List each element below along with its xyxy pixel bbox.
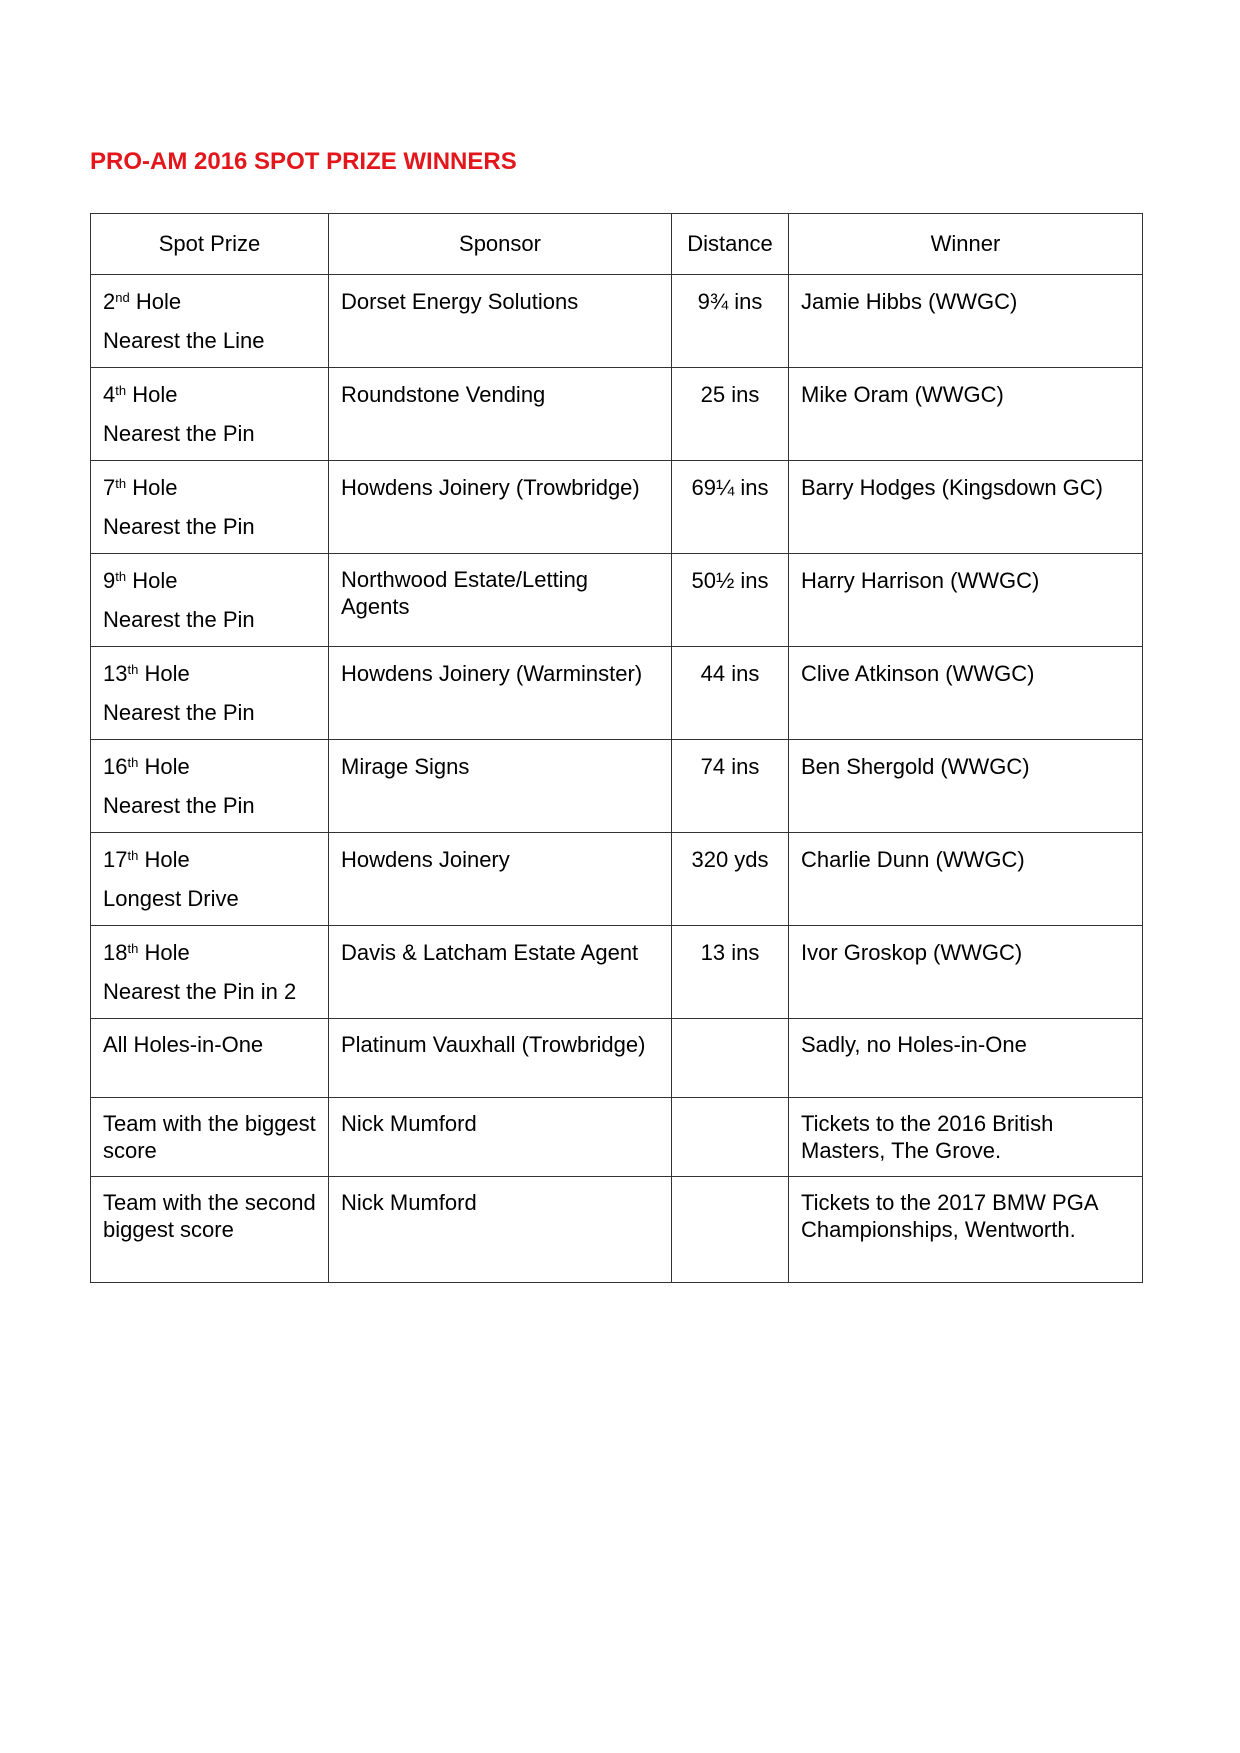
hole-word: Hole (135, 289, 182, 314)
sponsor-name: Roundstone Vending (341, 382, 546, 407)
hole-label (103, 752, 316, 782)
sponsor-name: Dorset Energy Solutions (341, 289, 579, 314)
prize-name: Nearest the Pin in 2 (103, 979, 297, 1004)
spot-prize-cell (91, 275, 329, 368)
spot-prize-cell (91, 647, 329, 740)
distance-value: 44 ins (700, 661, 760, 686)
hole-label (103, 566, 316, 596)
distance-cell (672, 647, 789, 740)
prize-name: Nearest the Pin (103, 700, 255, 725)
sponsor-cell (329, 833, 672, 926)
winner-name: Charlie Dunn (WWGC) (801, 847, 1025, 872)
winner-cell (789, 1098, 1143, 1177)
sponsor-name: Howdens Joinery (Warminster) (341, 661, 643, 686)
winner-cell (789, 461, 1143, 554)
winner-name: Mike Oram (WWGC) (801, 382, 1004, 407)
sponsor-cell (329, 926, 672, 1019)
winner-name: Tickets to the 2017 BMW PGA Championships, Wentworth. (801, 1190, 1098, 1242)
sponsor-cell (329, 647, 672, 740)
distance-cell (672, 926, 789, 1019)
hole-number: 7 (103, 475, 116, 500)
winner-cell (789, 926, 1143, 1019)
distance-cell (672, 554, 789, 647)
spot-prize-cell (91, 368, 329, 461)
prize-name: Team with the biggest score (103, 1111, 316, 1163)
hole-label (103, 845, 316, 875)
winner-cell (789, 368, 1143, 461)
distance-value: 13 ins (700, 940, 760, 965)
sponsor-cell (329, 1177, 672, 1283)
spot-prize-table (90, 213, 1143, 1283)
distance-value: 50½ ins (691, 568, 769, 593)
prize-name: Nearest the Line (103, 328, 265, 353)
winner-cell (789, 1177, 1143, 1283)
prize-name: Longest Drive (103, 886, 239, 911)
prize-name: Nearest the Pin (103, 421, 255, 446)
winner-name: Harry Harrison (WWGC) (801, 568, 1040, 593)
hole-label (103, 938, 316, 968)
hole-word: Hole (132, 382, 178, 407)
table-row (91, 647, 1143, 740)
table-row (91, 368, 1143, 461)
distance-cell (672, 740, 789, 833)
winner-name: Ivor Groskop (WWGC) (801, 940, 1023, 965)
winner-name: Jamie Hibbs (WWGC) (801, 289, 1018, 314)
hole-number: 9 (103, 568, 116, 593)
column-header-spot-prize: Spot Prize (91, 214, 329, 275)
ordinal-suffix: th (115, 569, 127, 584)
hole-number: 4 (103, 382, 116, 407)
page-title: PRO-AM 2016 SPOT PRIZE WINNERS (90, 148, 517, 175)
hole-number: 2 (103, 289, 116, 314)
hole-word: Hole (144, 754, 190, 779)
hole-word: Hole (132, 475, 178, 500)
sponsor-name: Davis & Latcham Estate Agent (341, 940, 639, 965)
winner-cell (789, 740, 1143, 833)
prize-name: Nearest the Pin (103, 793, 255, 818)
winner-cell (789, 833, 1143, 926)
distance-cell (672, 1098, 789, 1177)
hole-number: 16 (103, 754, 128, 779)
sponsor-name: Mirage Signs (341, 754, 470, 779)
table-row (91, 833, 1143, 926)
sponsor-cell (329, 1019, 672, 1098)
distance-value: 9¾ ins (697, 289, 763, 314)
hole-word: Hole (144, 847, 190, 872)
winner-cell (789, 275, 1143, 368)
ordinal-suffix: th (115, 383, 127, 398)
winner-cell (789, 554, 1143, 647)
spot-prize-cell (91, 1019, 329, 1098)
sponsor-cell (329, 461, 672, 554)
winner-name: Clive Atkinson (WWGC) (801, 661, 1035, 686)
ordinal-suffix: th (127, 662, 139, 677)
table-row (91, 926, 1143, 1019)
distance-value: 25 ins (700, 382, 760, 407)
sponsor-name: Howdens Joinery (341, 847, 510, 872)
prize-name: Nearest the Pin (103, 607, 255, 632)
winner-cell (789, 1019, 1143, 1098)
sponsor-cell (329, 1098, 672, 1177)
sponsor-name: Northwood Estate/Letting Agents (341, 567, 589, 619)
hole-number: 18 (103, 940, 128, 965)
spot-prize-cell (91, 926, 329, 1019)
spot-prize-cell (91, 1098, 329, 1177)
table-row (91, 461, 1143, 554)
hole-word: Hole (132, 568, 178, 593)
distance-value: 74 ins (700, 754, 760, 779)
hole-number: 17 (103, 847, 128, 872)
sponsor-name: Platinum Vauxhall (Trowbridge) (341, 1032, 646, 1057)
spot-prize-cell (91, 833, 329, 926)
table-row (91, 554, 1143, 647)
distance-cell (672, 368, 789, 461)
spot-prize-cell (91, 1177, 329, 1283)
distance-cell (672, 461, 789, 554)
sponsor-cell (329, 275, 672, 368)
table-header-row (91, 214, 1143, 275)
sponsor-cell (329, 740, 672, 833)
table-row (91, 1019, 1143, 1098)
ordinal-suffix: nd (115, 290, 130, 305)
hole-word: Hole (144, 940, 190, 965)
hole-label (103, 287, 316, 317)
distance-cell (672, 1177, 789, 1283)
sponsor-name: Howdens Joinery (Trowbridge) (341, 475, 640, 500)
column-header-winner: Winner (789, 214, 1143, 275)
hole-word: Hole (144, 661, 190, 686)
ordinal-suffix: th (127, 848, 139, 863)
sponsor-name: Nick Mumford (341, 1190, 477, 1215)
ordinal-suffix: th (115, 476, 127, 491)
column-header-sponsor: Sponsor (329, 214, 672, 275)
ordinal-suffix: th (127, 941, 139, 956)
winner-name: Ben Shergold (WWGC) (801, 754, 1030, 779)
hole-label (103, 659, 316, 689)
spot-prize-cell (91, 554, 329, 647)
spot-prize-cell (91, 740, 329, 833)
winner-name: Barry Hodges (Kingsdown GC) (801, 475, 1104, 500)
hole-label (103, 473, 316, 503)
sponsor-cell (329, 554, 672, 647)
table-row (91, 740, 1143, 833)
ordinal-suffix: th (127, 755, 139, 770)
sponsor-cell (329, 368, 672, 461)
table-row (91, 275, 1143, 368)
distance-value: 320 yds (691, 847, 769, 872)
prize-name: All Holes-in-One (103, 1032, 264, 1057)
distance-cell (672, 275, 789, 368)
distance-cell (672, 1019, 789, 1098)
hole-number: 13 (103, 661, 128, 686)
distance-cell (672, 833, 789, 926)
table-row (91, 1177, 1143, 1283)
table-row (91, 1098, 1143, 1177)
winner-name: Tickets to the 2016 British Masters, The Grove. (801, 1111, 1054, 1163)
distance-value: 69¼ ins (691, 475, 769, 500)
winner-cell (789, 647, 1143, 740)
column-header-distance: Distance (672, 214, 789, 275)
spot-prize-cell (91, 461, 329, 554)
hole-label (103, 380, 316, 410)
sponsor-name: Nick Mumford (341, 1111, 477, 1136)
winner-name: Sadly, no Holes-in-One (801, 1032, 1027, 1057)
prize-name: Team with the second biggest score (103, 1190, 316, 1242)
prize-name: Nearest the Pin (103, 514, 255, 539)
